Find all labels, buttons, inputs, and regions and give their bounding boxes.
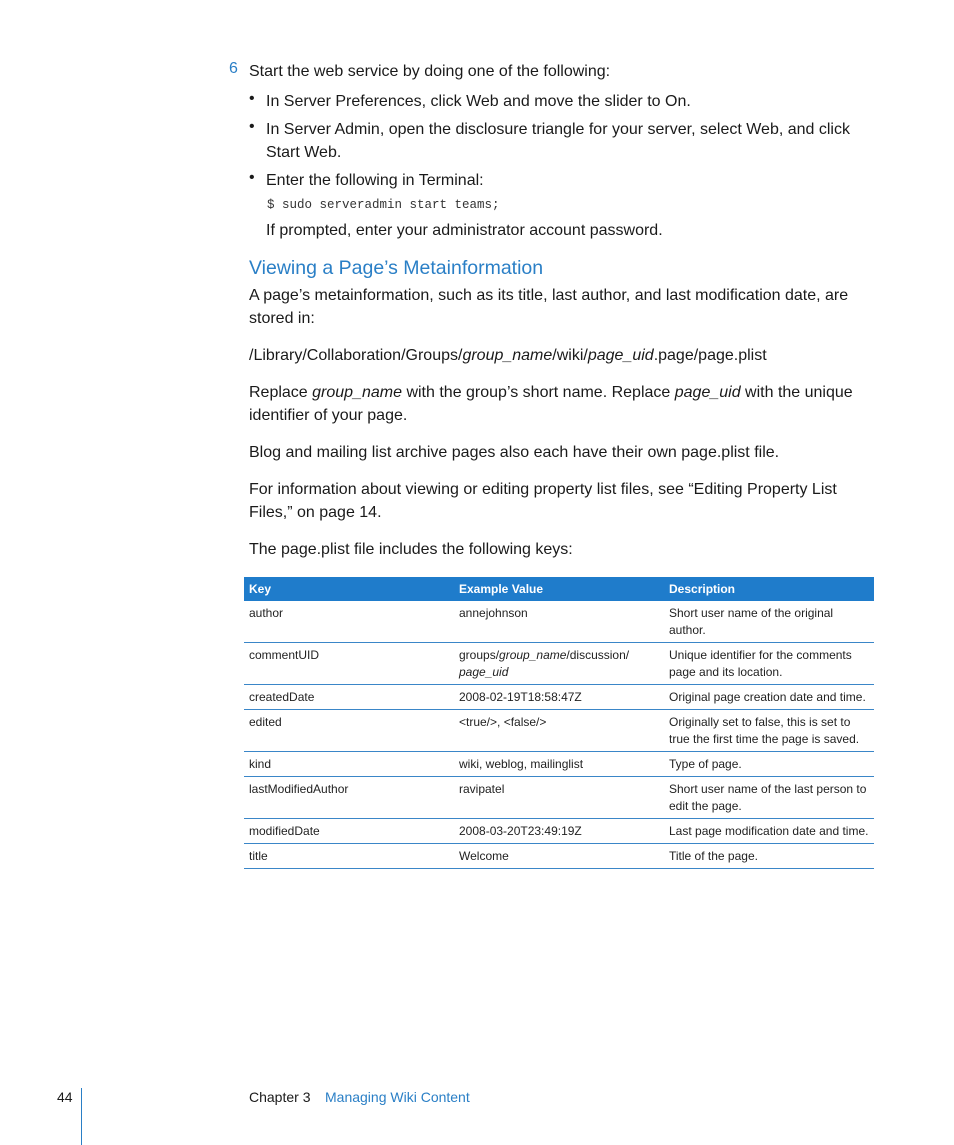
bullet-glyph: •	[249, 118, 255, 135]
paragraph-line: Files,” on page 14.	[249, 504, 382, 521]
table-row	[244, 819, 874, 844]
cell-value: groups/group_name/discussion/ page_uid	[454, 643, 664, 685]
table-row	[244, 710, 874, 752]
path-part: .page/page.plist	[653, 347, 767, 364]
cell-value: 2008-03-20T23:49:19Z	[454, 819, 664, 844]
path-part: /Library/Collaboration/Groups/	[249, 347, 463, 364]
cell-key: commentUID	[244, 643, 454, 685]
table-row	[244, 685, 874, 710]
paragraph-line: Blog and mailing list archive pages also each have their own page.plist file.	[249, 444, 780, 461]
bullet-item: In Server Admin, open the disclosure triangle for your server, select Web, and click	[266, 121, 850, 138]
section-heading: Viewing a Page’s Metainformation	[249, 257, 544, 279]
page-number: 44	[57, 1089, 73, 1105]
table-row	[244, 752, 874, 777]
table-row	[244, 844, 874, 869]
cell-key: title	[244, 844, 454, 869]
bullet-item: In Server Preferences, click Web and move the slider to On.	[266, 93, 691, 110]
paragraph-line: The page.plist file includes the following keys:	[249, 541, 573, 558]
cell-value: 2008-02-19T18:58:47Z	[454, 685, 664, 710]
path-placeholder: page_uid	[587, 347, 654, 364]
terminal-command: $ sudo serveradmin start teams;	[267, 198, 500, 212]
column-header-description: Description	[664, 577, 874, 601]
table-row	[244, 601, 874, 643]
cell-description: Short user name of the last person to edit the page.	[664, 777, 874, 819]
path-part: /wiki/	[552, 347, 588, 364]
column-header-example: Example Value	[454, 577, 664, 601]
paragraph-line: identifier of your page.	[249, 407, 408, 424]
bullet-glyph: •	[249, 90, 255, 107]
cell-key: modifiedDate	[244, 819, 454, 844]
cell-key: edited	[244, 710, 454, 752]
step-number: 6	[229, 60, 238, 77]
plist-path	[249, 344, 767, 367]
cell-key: author	[244, 601, 454, 643]
cell-description: Originally set to false, this is set to true the first time the page is saved.	[664, 710, 874, 752]
table-row	[244, 643, 874, 685]
keys-table	[244, 577, 874, 869]
footer-chapter-title: Managing Wiki Content	[325, 1089, 470, 1105]
cell-value: ravipatel	[454, 777, 664, 819]
paragraph-line: A page’s metainformation, such as its title, last author, and last modification date, are	[249, 287, 849, 304]
bullet-item: Enter the following in Terminal:	[266, 172, 484, 189]
cell-value: wiki, weblog, mailinglist	[454, 752, 664, 777]
cell-value: Welcome	[454, 844, 664, 869]
cell-value: <true/>, <false/>	[454, 710, 664, 752]
cell-description: Title of the page.	[664, 844, 874, 869]
paragraph-line: stored in:	[249, 310, 315, 327]
cell-key: kind	[244, 752, 454, 777]
cell-key: createdDate	[244, 685, 454, 710]
bullet-item-continued: Start Web.	[266, 144, 342, 161]
cell-description: Last page modification date and time.	[664, 819, 874, 844]
footer-chapter: Chapter 3	[249, 1089, 311, 1105]
path-placeholder: group_name	[462, 347, 553, 364]
footer-divider	[81, 1088, 82, 1145]
cell-description: Type of page.	[664, 752, 874, 777]
cell-description: Short user name of the original author.	[664, 601, 874, 643]
bullet-glyph: •	[249, 169, 255, 186]
table-header-row	[244, 577, 874, 601]
paragraph-line: Replace group_name with the group’s short name. Replace page_uid with the unique	[249, 384, 853, 401]
step-text: Start the web service by doing one of the following:	[249, 63, 611, 80]
table-row	[244, 777, 874, 819]
cell-key: lastModifiedAuthor	[244, 777, 454, 819]
cell-description: Original page creation date and time.	[664, 685, 874, 710]
cell-value: annejohnson	[454, 601, 664, 643]
cell-description: Unique identifier for the comments page and its location.	[664, 643, 874, 685]
step-note: If prompted, enter your administrator account password.	[266, 222, 663, 239]
column-header-key: Key	[244, 577, 454, 601]
paragraph-line: For information about viewing or editing property list files, see “Editing Property List	[249, 481, 837, 498]
